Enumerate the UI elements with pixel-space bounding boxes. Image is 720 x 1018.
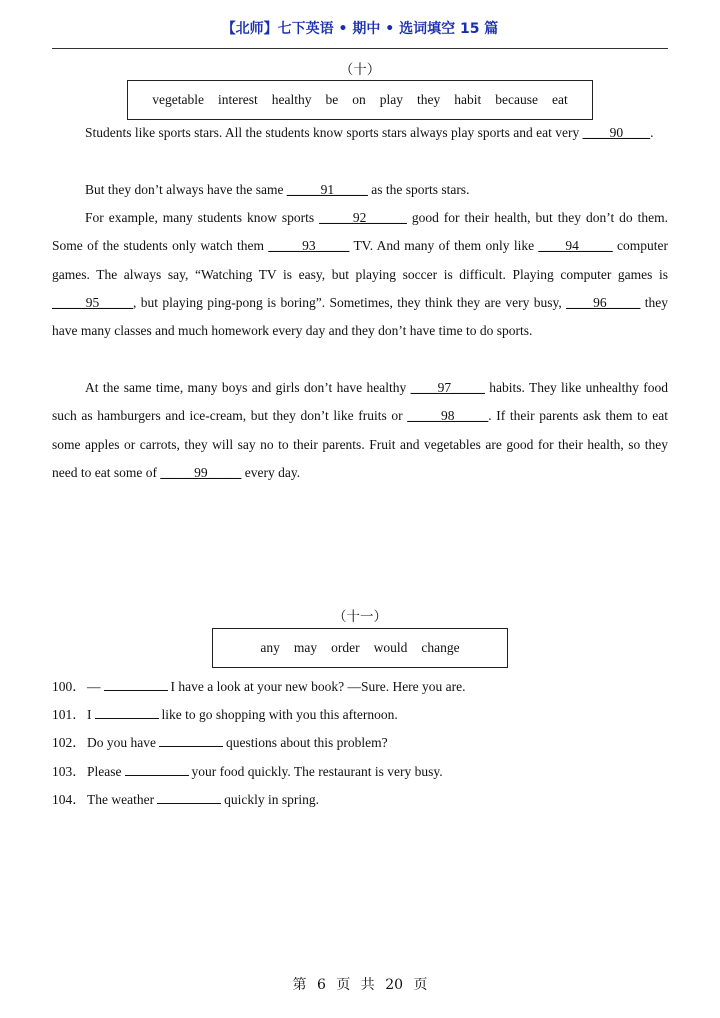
passage-text: For example, many students know sports [85, 210, 320, 225]
section-11-word-bank [212, 628, 508, 668]
blank-90: ____90____ [582, 125, 651, 140]
question-104 [52, 788, 319, 808]
question-text: your food quickly. The restaurant is very busy. [191, 764, 443, 779]
word-bank-item: because [495, 92, 538, 107]
passage-paragraph-4 [52, 374, 668, 487]
passage-text: as the sports stars. [367, 182, 470, 197]
word-bank-item: healthy [271, 92, 312, 107]
word-bank-item: on [352, 92, 366, 107]
question-number: 100． [52, 679, 86, 694]
question-text: I have a look at your new book? —Sure. Here you are. [170, 679, 466, 694]
question-text: I [87, 707, 92, 722]
word-bank-item: any [260, 640, 280, 655]
word-bank-item: be [325, 92, 339, 107]
answer-blank [125, 763, 189, 776]
question-103 [52, 760, 443, 780]
passage-text: At the same time, many boys and girls don’t have healthy [85, 380, 411, 395]
blank-91: _____91_____ [286, 182, 368, 197]
blank-94: ____94_____ [538, 238, 613, 254]
word-bank-item: change [421, 640, 460, 655]
total-pages: 20 [385, 977, 404, 993]
passage-paragraph-2 [52, 176, 668, 204]
word-bank-item: would [373, 640, 408, 655]
blank-92: _____92______ [319, 210, 407, 225]
question-text: quickly in spring. [224, 792, 319, 807]
blank-96: ____96_____ [566, 294, 641, 310]
question-text: — [87, 679, 101, 694]
section-10-title: （十） [339, 62, 381, 77]
question-text: Do you have [87, 735, 156, 750]
blank-98: _____98_____ [407, 408, 489, 424]
passage-text: good for their health, but they don’t do them. Some of the students only watch them [52, 210, 668, 254]
passage-text: Students like sports stars. All the students know sports stars always play sports and eat very [85, 125, 580, 140]
word-bank-item: they [417, 92, 441, 107]
passage-text: . [650, 125, 654, 140]
question-number: 101． [52, 707, 86, 722]
question-100 [52, 675, 466, 695]
section-10-word-bank [127, 80, 593, 120]
passage-text: TV. And many of them only like [349, 238, 539, 254]
answer-blank [95, 706, 159, 719]
page-header-title: 【北师】七下英语 • 期中 • 选词填空 15 篇 [221, 21, 499, 37]
word-bank-item: order [331, 640, 360, 655]
passage-text: . If their parents ask them to eat some apples or carrots, they will say no to their parents. Fruit and vegetables are good for their health, so they need to eat some of [52, 408, 668, 480]
page-number: 6 [316, 977, 326, 993]
question-number: 104． [52, 792, 86, 807]
footer-text: 页 [336, 977, 351, 993]
blank-97: ____97_____ [410, 380, 485, 395]
answer-blank [159, 734, 223, 747]
page-footer [0, 974, 720, 994]
word-bank-item: interest [218, 92, 258, 107]
word-bank-item: habit [454, 92, 482, 107]
question-text: like to go shopping with you this afternoon. [161, 707, 398, 722]
question-number: 102． [52, 735, 86, 750]
passage-text: computer games. The always say, “Watching TV is easy, but playing soccer is difficult. Playing computer games is [52, 238, 668, 282]
header-divider [52, 48, 668, 49]
section-11-title: （十一） [333, 609, 387, 624]
passage-paragraph-1 [52, 119, 668, 147]
passage-text: every day. [241, 464, 301, 480]
word-bank-item: eat [551, 92, 568, 107]
passage-text: But they don’t always have the same [85, 182, 287, 197]
passage-text: habits. They like unhealthy food such as hamburgers and ice-cream, but they don’t like fruits or [52, 380, 669, 424]
question-text: questions about this problem? [225, 735, 388, 750]
question-text: Please [87, 764, 122, 779]
question-number: 103． [52, 764, 86, 779]
word-bank-item: vegetable [152, 92, 204, 107]
passage-text: , but playing ping-pong is boring”. Sometimes, they think they are very busy, [133, 294, 567, 310]
answer-blank [157, 791, 221, 804]
question-101 [52, 703, 398, 723]
answer-blank [104, 678, 168, 691]
blank-95: _____95_____ [52, 294, 133, 310]
question-102 [52, 731, 388, 751]
word-bank-item: play [379, 92, 403, 107]
passage-paragraph-3 [52, 204, 668, 345]
footer-text: 共 [360, 977, 375, 993]
blank-93: _____93_____ [268, 238, 350, 254]
footer-text: 第 [292, 977, 307, 993]
word-bank-item: may [293, 640, 318, 655]
blank-99: _____99_____ [160, 464, 242, 480]
footer-text: 页 [413, 977, 428, 993]
question-text: The weather [87, 792, 155, 807]
passage-text: they have many classes and much homework every day and they don’t have time to do sports. [52, 294, 669, 339]
